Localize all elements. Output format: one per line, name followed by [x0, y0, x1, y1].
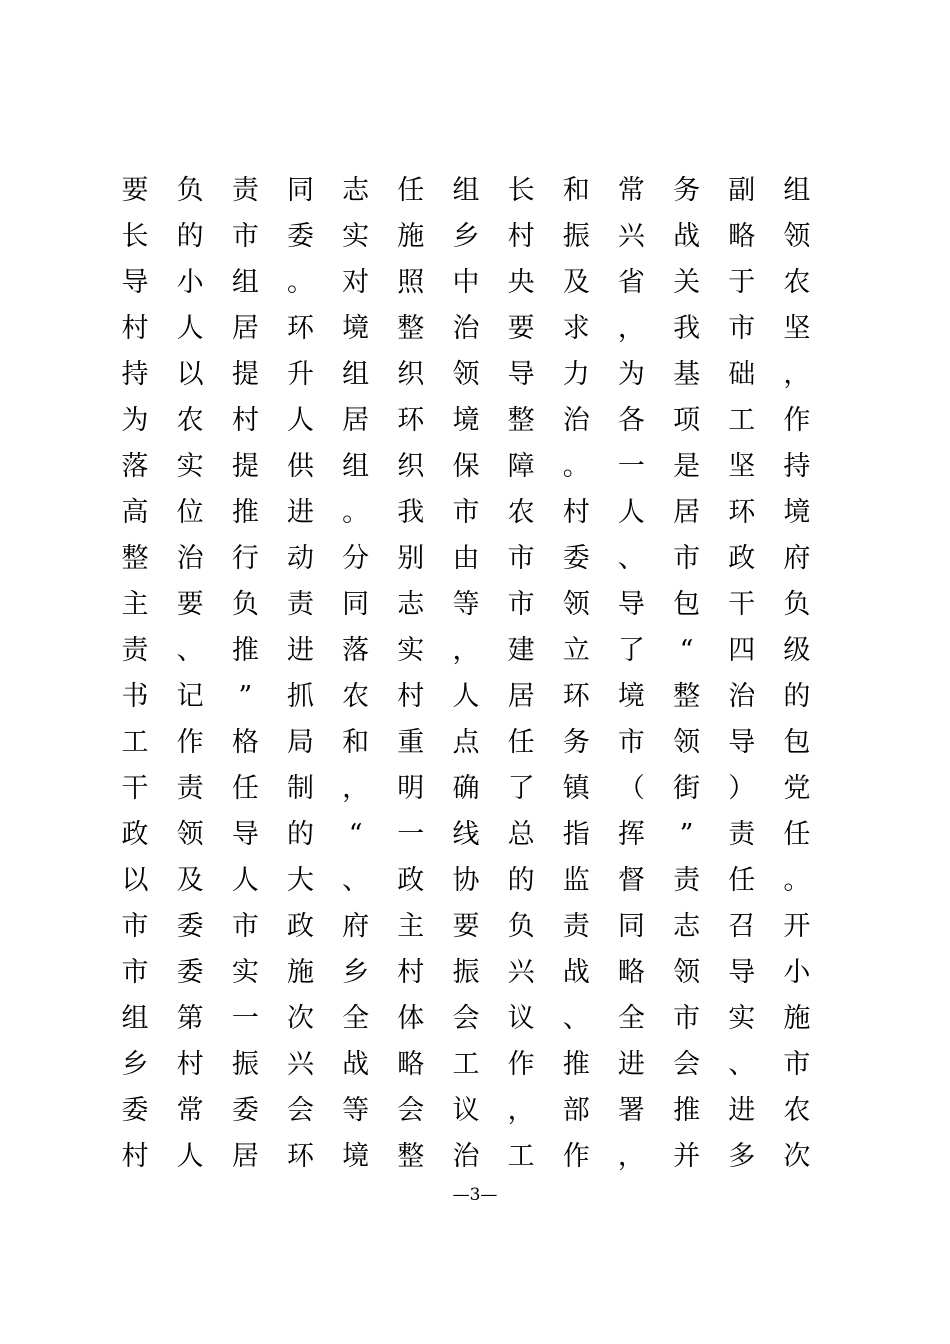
text-line: 导 小 组 。 对 照 中 央 及 省 关 于 农 [121, 267, 811, 298]
body-text [108, 168, 824, 1180]
text-line: 干 责 任 制 ， 明 确 了 镇 （ 街 ） 党 [121, 773, 811, 804]
text-line: 主 要 负 责 同 志 等 市 领 导 包 干 负 [121, 589, 811, 620]
text-line: 要 负 责 同 志 任 组 长 和 常 务 副 组 [121, 175, 811, 206]
text-line: 乡 村 振 兴 战 略 工 作 推 进 会 、 市 [121, 1049, 811, 1080]
text-line: 村 人 居 环 境 整 治 工 作 ， 并 多 次 [121, 1141, 811, 1172]
text-line: 责 、 推 进 落 实 ， 建 立 了 “ 四 级 [121, 635, 811, 666]
text-line: 书 记 ” 抓 农 村 人 居 环 境 整 治 的 [121, 681, 811, 712]
page-number: —3— [452, 1185, 498, 1205]
text-line: 市 委 市 政 府 主 要 负 责 同 志 召 开 [121, 911, 811, 942]
text-line: 落 实 提 供 组 织 保 障 。 一 是 坚 持 [121, 451, 811, 482]
text-line: 组 第 一 次 全 体 会 议 、 全 市 实 施 [121, 1003, 811, 1034]
text-line: 市 委 实 施 乡 村 振 兴 战 略 领 导 小 [121, 957, 811, 988]
text-line: 长 的 市 委 实 施 乡 村 振 兴 战 略 领 [121, 221, 811, 252]
text-line: 整 治 行 动 分 别 由 市 委 、 市 政 府 [121, 543, 811, 574]
text-line: 村 人 居 环 境 整 治 要 求 ， 我 市 坚 [121, 313, 811, 344]
text-line: 工 作 格 局 和 重 点 任 务 市 领 导 包 [121, 727, 811, 758]
text-line: 高 位 推 进 。 我 市 农 村 人 居 环 境 [121, 497, 811, 528]
text-line: 以 及 人 大 、 政 协 的 监 督 责 任 。 [121, 865, 811, 896]
text-line: 政 领 导 的 “ 一 线 总 指 挥 ” 责 任 [121, 819, 811, 850]
text-line: 持 以 提 升 组 织 领 导 力 为 基 础 ， [121, 359, 811, 390]
text-line: 为 农 村 人 居 环 境 整 治 各 项 工 作 [121, 405, 811, 436]
text-line: 委 常 委 会 等 会 议 ， 部 署 推 进 农 [121, 1095, 811, 1126]
